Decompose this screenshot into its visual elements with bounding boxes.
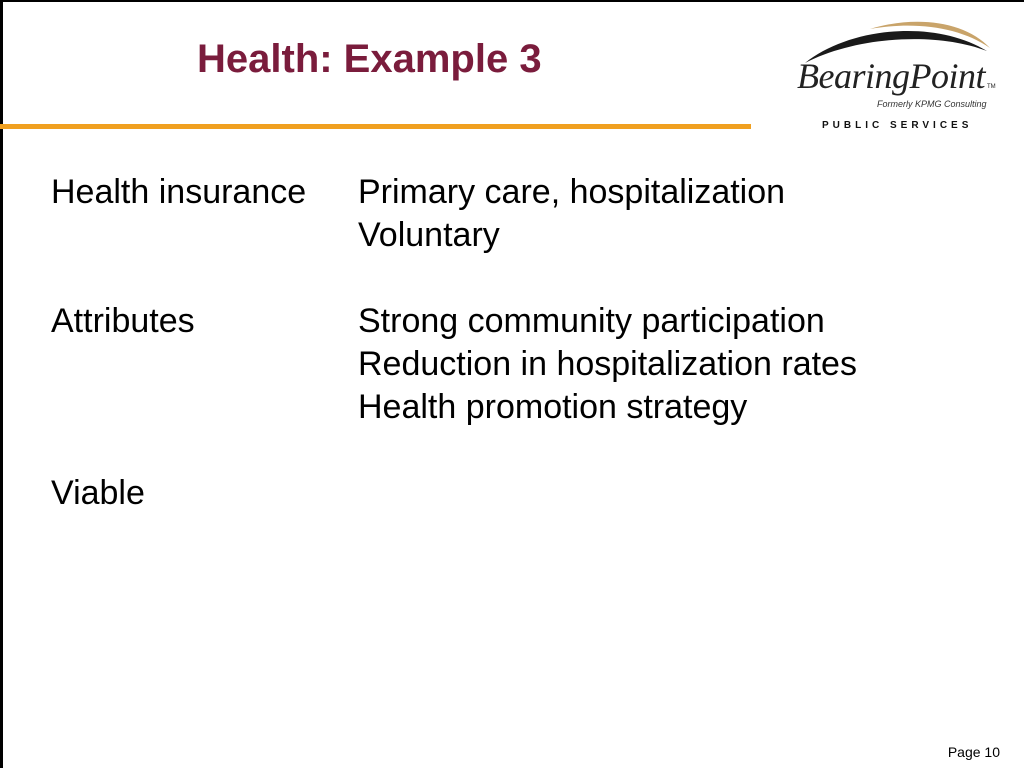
title-underline-rule [0,124,751,129]
detail-line: Health promotion strategy [358,388,748,426]
row-label: Viable [51,474,145,512]
page-number: Page 10 [947,744,1000,760]
row-label: Health insurance [51,173,307,211]
row-label: Attributes [51,302,195,340]
content-row [51,472,857,515]
row-details [358,300,857,429]
content-table [51,171,857,515]
detail-line: Primary care, hospitalization [358,173,786,211]
slide-left-border [0,0,3,768]
logo-tagline: Formerly KPMG Consulting [877,99,987,109]
logo-brand-name: BearingPoint [797,56,985,96]
logo-trademark: TM [987,84,996,90]
slide-top-border [0,0,1024,2]
detail-line: Voluntary [358,216,500,254]
row-details [358,171,785,257]
content-row [51,171,857,257]
logo-division: PUBLIC SERVICES [822,120,973,131]
detail-line: Reduction in hospitalization rates [358,345,857,383]
detail-line: Strong community participation [358,302,825,340]
content-row [51,300,857,429]
slide-title: Health: Example 3 [197,37,542,81]
